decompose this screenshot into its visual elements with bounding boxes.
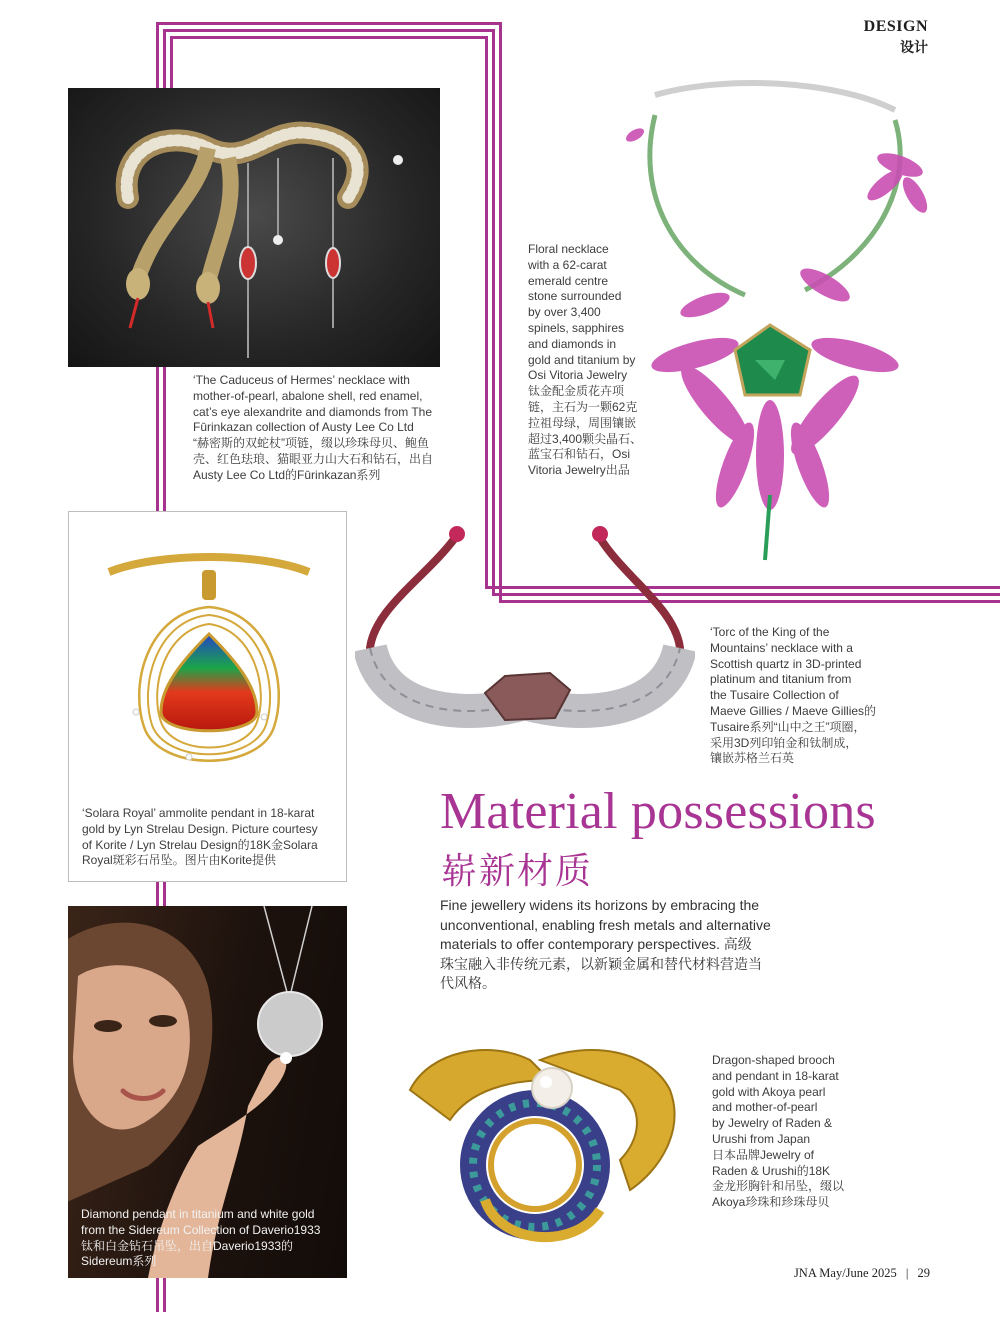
caption-line: 钛和白金钻石吊坠，出自Daverio1933的	[81, 1238, 294, 1253]
caption-line: 超过3,400颗尖晶石、	[528, 431, 643, 446]
caption-line: Tusaire系列“山中之王”项圈，	[710, 719, 866, 734]
caption-line: gold and titanium by	[528, 352, 636, 367]
article-title-cn: 崭新材质	[441, 851, 594, 891]
page-footer	[794, 1266, 930, 1281]
page-number: 29	[917, 1266, 930, 1280]
caption-line: “赫密斯的双蛇杖”项链，缀以珍珠母贝、鲍鱼	[193, 436, 429, 451]
section-label-cn: 设计	[900, 41, 928, 56]
caption-line: mother-of-pearl, abalone shell, red enamel,	[193, 388, 423, 403]
footer-issue: May/June 2025	[819, 1266, 897, 1280]
caption-line: Scottish quartz in 3D-printed	[710, 656, 862, 671]
caption-line: Akoya珍珠和珍珠母贝	[712, 1195, 830, 1210]
caption-line: and diamonds in	[528, 336, 617, 351]
caption-line: Mountains’ necklace with a	[710, 640, 853, 655]
footer-separator: |	[905, 1266, 909, 1280]
caption-line: by Jewelry of Raden &	[712, 1116, 833, 1131]
caption-line: by over 3,400	[528, 305, 601, 320]
section-label-en: DESIGN	[863, 18, 928, 35]
solara-pendant-photo	[69, 512, 346, 792]
caption-line: Floral necklace	[528, 242, 609, 256]
caption-line: Austy Lee Co Ltd的Fūrinkazan系列	[193, 467, 381, 482]
caption-line: 日本品牌Jewelry of	[712, 1147, 815, 1162]
caption-line: cat’s eye alexandrite and diamonds from The	[193, 404, 433, 419]
intro-line: materials to offer contemporary perspectives. 高级	[440, 936, 752, 953]
caption-line: Fūrinkazan collection of Austy Lee Co Ltd	[193, 420, 414, 435]
caption-line: gold by Lyn Strelau Design. Picture courtesy	[82, 821, 318, 836]
torc-necklace-photo	[355, 518, 695, 758]
intro-line: Fine jewellery widens its horizons by embracing the	[440, 897, 760, 913]
floral-necklace-photo	[595, 75, 955, 575]
caption-line: 链，主石为一颗62克	[528, 399, 638, 414]
caption-line: Osi Vitoria Jewelry	[528, 368, 628, 383]
caption-line: stone surrounded	[528, 289, 622, 304]
caption-line: Urushi from Japan	[712, 1131, 811, 1146]
caption-line: 蓝宝石和钻石，Osi	[528, 447, 631, 462]
caption-line: Sidereum系列	[81, 1254, 157, 1269]
caption-line: Raden & Urushi的18K	[712, 1163, 831, 1178]
diamond-caption	[81, 1207, 320, 1270]
article-intro	[440, 896, 770, 994]
torc-caption	[710, 625, 876, 767]
article-title-en: Material possessions	[440, 783, 876, 840]
caption-line: 拉祖母绿，周围镶嵌	[528, 415, 637, 430]
caption-line: of Korite / Lyn Strelau Design的18K金Solara	[82, 837, 318, 852]
dragon-brooch-photo	[390, 1020, 690, 1260]
dragon-caption	[712, 1053, 844, 1211]
intro-line: unconventional, enabling fresh metals and alternative	[440, 916, 771, 933]
caption-line: emerald centre	[528, 273, 609, 288]
intro-line: 代风格。	[440, 975, 496, 992]
floral-caption	[528, 242, 642, 479]
caption-line: ‘Torc of the King of the	[710, 625, 830, 639]
caption-line: 镶嵌苏格兰石英	[710, 751, 795, 766]
caduceus-caption	[193, 373, 433, 484]
caption-line: the Tusaire Collection of	[710, 688, 839, 703]
caption-line: Vitoria Jewelry出品	[528, 463, 630, 478]
caption-line: Maeve Gillies / Maeve Gillies的	[710, 703, 877, 718]
caption-line: Diamond pendant in titanium and white gold	[81, 1207, 315, 1221]
caption-line: from the Sidereum Collection of Daverio1933	[81, 1222, 321, 1237]
caption-line: 采用3D列印铂金和钛制成，	[710, 735, 858, 750]
caption-line: and pendant in 18-karat	[712, 1068, 839, 1083]
caption-line: gold with Akoya pearl	[712, 1084, 826, 1099]
caption-line: and mother-of-pearl	[712, 1100, 818, 1115]
footer-magazine: JNA	[793, 1266, 817, 1280]
diamond-pendant-photo	[68, 906, 347, 1278]
caduceus-necklace-photo	[68, 88, 440, 367]
caption-line: with a 62-carat	[528, 257, 607, 272]
caption-line: spinels, sapphires	[528, 320, 625, 335]
intro-line: 珠宝融入非传统元素，以新颖金属和替代材料营造当	[440, 955, 762, 972]
caption-line: 金龙形胸针和吊坠，缀以	[712, 1179, 845, 1194]
caption-line: ‘The Caduceus of Hermes’ necklace with	[193, 373, 410, 387]
caption-line: 钛金配金质花卉项	[528, 384, 625, 399]
caption-line: platinum and titanium from	[710, 672, 852, 687]
section-label	[864, 18, 928, 57]
caption-line: Royal斑彩石吊坠。图片由Korite提供	[82, 853, 277, 868]
solara-caption	[82, 806, 318, 869]
caption-line: 壳、红色珐琅、猫眼亚力山大石和钻石，出自	[193, 451, 434, 466]
caption-line: Dragon-shaped brooch	[712, 1053, 835, 1067]
caption-line: ‘Solara Royal’ ammolite pendant in 18-karat	[82, 806, 315, 820]
